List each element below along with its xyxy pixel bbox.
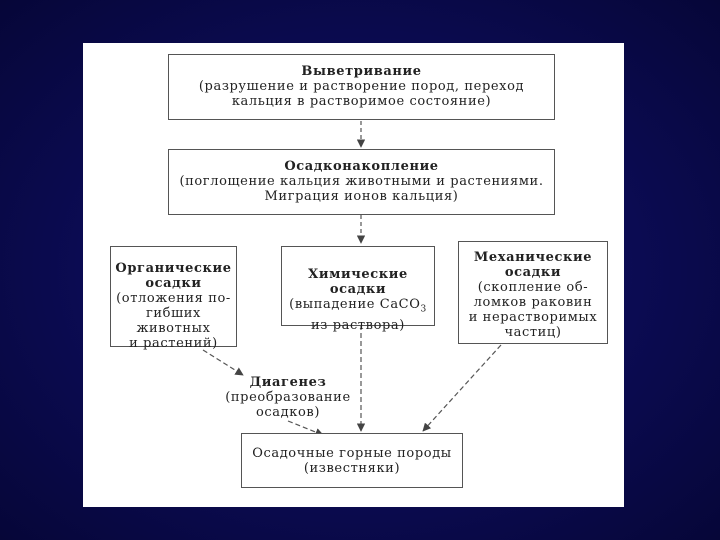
arrow-organic-to-diagenesis <box>203 350 243 375</box>
mechanical-title-1: Механические <box>473 250 593 265</box>
mechanical-line-1: (скопление об- <box>477 280 589 295</box>
diagram-slide <box>83 43 624 507</box>
diagenesis-title: Диагенез <box>249 375 327 390</box>
mechanical-line-4: частиц) <box>504 325 562 340</box>
organic-line-1: (отложения по- <box>116 291 231 306</box>
weathering-box <box>168 54 555 120</box>
organic-title-1: Органические <box>115 261 232 276</box>
mechanical-title-2: осадки <box>504 265 562 280</box>
chemical-line-1 <box>282 297 434 318</box>
diagenesis-line-2: осадков) <box>255 405 320 420</box>
organic-title-2: осадки <box>145 276 202 291</box>
chemical-line-1-subscript: 3 <box>420 304 427 315</box>
arrow-mechanical-to-rocks <box>423 345 501 431</box>
accumulation-line-2: Миграция ионов кальция) <box>264 189 459 204</box>
organic-sediments-box <box>110 246 237 351</box>
accumulation-box <box>168 149 555 215</box>
accumulation-line-1: (поглощение кальция животными и растениями. <box>179 174 544 189</box>
organic-line-2: гибших животных <box>136 306 211 336</box>
mechanical-line-2: ломков раковин <box>473 295 593 310</box>
weathering-line-2: кальция в растворимое состояние) <box>231 94 492 109</box>
weathering-line-1: (разрушение и растворение пород, переход <box>198 79 525 94</box>
weathering-title: Выветривание <box>301 64 422 79</box>
diagenesis-line-1: (преобразование <box>225 390 351 405</box>
chemical-line-2: из раствора) <box>311 317 405 333</box>
mechanical-line-3: и нерастворимых <box>468 310 598 325</box>
mechanical-sediments-box <box>458 241 608 344</box>
accumulation-title: Осадконакопление <box>284 159 439 174</box>
chemical-line-1-text: (выпадение CaCO <box>289 297 421 312</box>
chemical-sediments-box <box>281 246 435 333</box>
chemical-title-1: Химические <box>308 267 408 282</box>
rocks-line-2: (известняки) <box>303 461 401 476</box>
diagenesis-label <box>213 375 363 420</box>
rocks-line-1: Осадочные горные породы <box>252 446 452 461</box>
chemical-title-2: осадки <box>329 282 387 297</box>
sedimentary-rocks-box <box>241 433 463 488</box>
organic-line-3: и растений) <box>129 336 218 351</box>
